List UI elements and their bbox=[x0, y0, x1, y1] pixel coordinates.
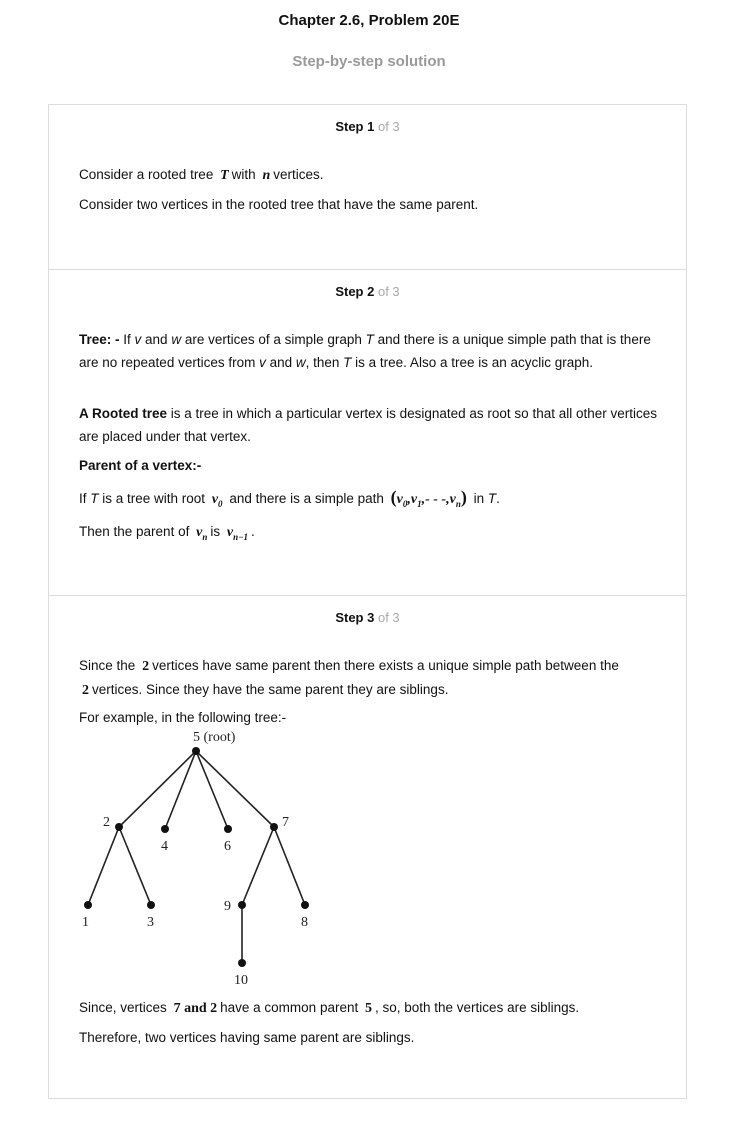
math-v: v bbox=[449, 492, 456, 507]
text: Since the bbox=[79, 658, 136, 673]
parent-heading: Parent of a vertex:- bbox=[79, 458, 202, 473]
math-sub: 0 bbox=[218, 498, 223, 509]
math-v: v bbox=[410, 492, 418, 507]
math-dots: - - - bbox=[425, 492, 447, 507]
step-count: of 3 bbox=[377, 610, 400, 625]
step-1-intro bbox=[79, 164, 659, 188]
label-3: 3 bbox=[147, 915, 154, 930]
paren-open: ( bbox=[390, 487, 397, 507]
label-9: 9 bbox=[224, 899, 231, 914]
math-sub: n bbox=[455, 498, 461, 509]
term-rooted-tree: A Rooted tree bbox=[79, 406, 168, 421]
math-T: T bbox=[220, 168, 229, 183]
text: and bbox=[141, 332, 172, 347]
math-2: 2 bbox=[142, 659, 150, 674]
var: T bbox=[343, 354, 352, 370]
node-8 bbox=[301, 901, 309, 909]
step-3-intro bbox=[79, 655, 659, 702]
example-intro: For example, in the following tree:- bbox=[79, 710, 287, 725]
label-8: 8 bbox=[301, 915, 308, 930]
text: If bbox=[79, 491, 91, 506]
label-10: 10 bbox=[234, 973, 248, 988]
solution-card bbox=[48, 104, 687, 1099]
node-7 bbox=[270, 823, 278, 831]
math-path-sequence: $(v_0,v_1,- - -,v_n)$ bbox=[390, 487, 467, 509]
text: is a tree. Also a tree is an acyclic graph. bbox=[351, 354, 594, 370]
label-1: 1 bbox=[82, 915, 89, 930]
step-count: of 3 bbox=[377, 119, 400, 134]
step-label: Step 2 bbox=[335, 284, 375, 299]
step-1-text: Consider two vertices in the rooted tree that have the same parent. bbox=[79, 197, 479, 212]
page-subtitle: Step-by-step solution bbox=[292, 53, 446, 70]
tree-definition bbox=[79, 329, 659, 374]
page-title: Chapter 2.6, Problem 20E bbox=[278, 12, 460, 29]
text: . bbox=[496, 491, 500, 506]
label-6: 6 bbox=[224, 839, 231, 854]
math-v0 bbox=[209, 492, 226, 507]
math-7-and-2: 7 and 2 bbox=[173, 1001, 218, 1016]
node-6 bbox=[224, 825, 232, 833]
math-vn bbox=[193, 525, 210, 540]
text: is a tree with root bbox=[98, 491, 206, 506]
text: Consider a rooted tree bbox=[79, 167, 214, 182]
step-3-header bbox=[49, 610, 686, 625]
step-label: Step 3 bbox=[335, 610, 375, 625]
node-4 bbox=[161, 825, 169, 833]
math-n: n bbox=[262, 168, 271, 183]
node-5 bbox=[192, 747, 200, 755]
step-2 bbox=[49, 269, 686, 595]
path-line bbox=[79, 486, 659, 515]
node-3 bbox=[147, 901, 155, 909]
siblings-example bbox=[79, 997, 659, 1021]
text: and there is a simple path bbox=[229, 491, 384, 506]
edge-7-9 bbox=[242, 827, 274, 905]
step-count: of 3 bbox=[377, 284, 400, 299]
var: T bbox=[90, 491, 99, 506]
math-sub: n bbox=[202, 531, 208, 542]
edge-5-6 bbox=[196, 751, 228, 829]
text: is a tree in which a particular vertex is designated as root so that all other vertices are placed under that vertex. bbox=[79, 406, 658, 444]
rooted-tree-diagram bbox=[79, 730, 319, 995]
math-v: v bbox=[196, 525, 203, 540]
text: is bbox=[210, 524, 221, 539]
edge-5-7 bbox=[196, 751, 274, 827]
var: w bbox=[171, 332, 182, 347]
edge-7-8 bbox=[274, 827, 305, 905]
edge-2-1 bbox=[88, 827, 119, 905]
text: and there is a unique simple path that is there are no repeated vertices from bbox=[79, 332, 651, 370]
tree-nodes bbox=[84, 747, 309, 967]
var: v bbox=[259, 354, 266, 370]
conclusion: Therefore, two vertices having same parent are siblings. bbox=[79, 1030, 415, 1045]
math-vn-minus-1 bbox=[224, 525, 251, 540]
var: v bbox=[134, 332, 142, 347]
math-sub: n−1 bbox=[233, 531, 249, 542]
var: T bbox=[487, 491, 497, 506]
node-2 bbox=[115, 823, 123, 831]
var: w bbox=[295, 354, 306, 370]
text: . bbox=[251, 524, 255, 539]
paren-close: ) bbox=[460, 487, 467, 507]
node-1 bbox=[84, 901, 92, 909]
text: , so, both the vertices are siblings. bbox=[375, 1000, 580, 1015]
math-v: v bbox=[211, 492, 219, 507]
text: and bbox=[265, 354, 296, 370]
text: with bbox=[231, 167, 256, 182]
text: If bbox=[119, 332, 135, 347]
step-2-header bbox=[49, 284, 686, 299]
step-label: Step 1 bbox=[335, 119, 375, 134]
edge-5-2 bbox=[119, 751, 196, 827]
text: Since, vertices bbox=[79, 1000, 167, 1015]
step-1-header bbox=[49, 119, 686, 134]
text: vertices have same parent then there exists a unique simple path between the bbox=[152, 658, 619, 673]
math-v: v bbox=[226, 525, 234, 540]
label-4: 4 bbox=[161, 839, 168, 854]
var: T bbox=[365, 332, 374, 347]
step-3 bbox=[49, 595, 686, 1100]
label-7: 7 bbox=[282, 815, 289, 830]
text: are vertices of a simple graph bbox=[181, 332, 366, 347]
math-sub: 1 bbox=[417, 498, 422, 509]
math-5: 5 bbox=[365, 1001, 372, 1016]
text: vertices. bbox=[273, 167, 324, 182]
text: vertices. Since they have the same parent they are siblings. bbox=[92, 681, 449, 697]
math-2: 2 bbox=[82, 682, 89, 698]
label-2: 2 bbox=[103, 815, 110, 830]
node-9 bbox=[238, 901, 246, 909]
text: have a common parent bbox=[220, 1000, 359, 1015]
edge-2-3 bbox=[119, 827, 151, 905]
text: in bbox=[473, 491, 488, 506]
text: Then the parent of bbox=[79, 524, 190, 539]
text: , then bbox=[305, 354, 344, 370]
node-10 bbox=[238, 959, 246, 967]
edge-5-4 bbox=[165, 751, 196, 829]
label-5-root: 5 (root) bbox=[193, 730, 236, 745]
term-tree: Tree: - bbox=[79, 332, 120, 347]
rooted-tree-definition bbox=[79, 403, 659, 448]
tree-edges bbox=[88, 751, 305, 963]
step-1 bbox=[49, 105, 686, 269]
parent-line bbox=[79, 521, 659, 548]
math-sub: 0 bbox=[402, 498, 408, 509]
math-v: v bbox=[396, 492, 403, 507]
